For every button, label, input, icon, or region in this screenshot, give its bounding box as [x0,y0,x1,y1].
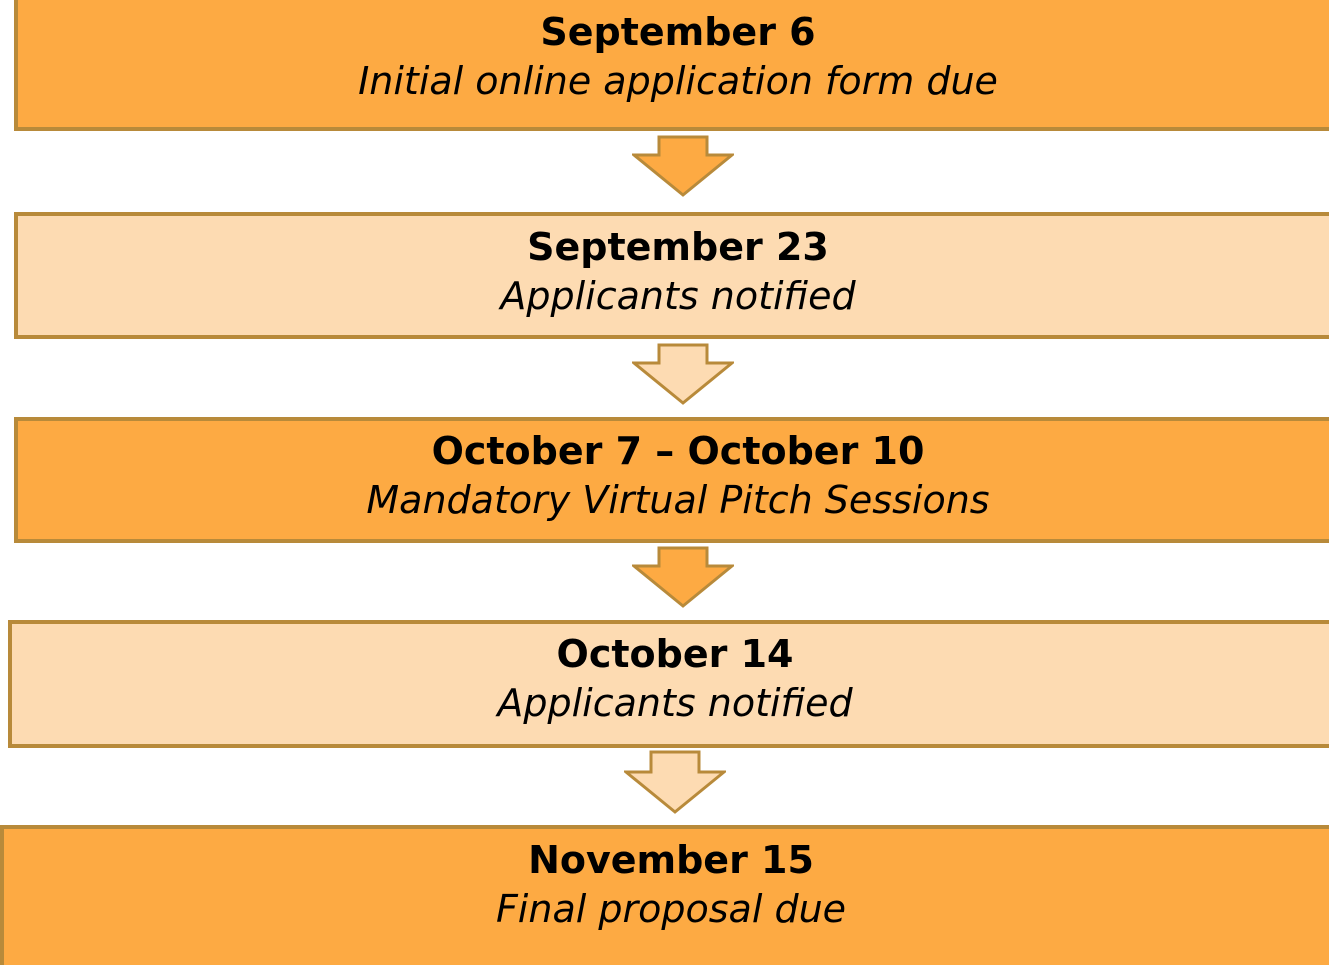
step-description-1: Initial online application form due [358,59,998,103]
step-box-3 [14,417,1329,543]
step-date-3: October 7 – October 10 [431,429,925,473]
step-box-4 [8,620,1329,748]
down-arrow-icon-4 [624,750,726,812]
step-date-1: September 6 [540,10,816,54]
step-box-5 [0,825,1329,965]
step-box-2 [14,212,1329,339]
down-arrow-icon-1 [632,135,734,197]
step-date-4: October 14 [556,632,794,676]
step-description-3: Mandatory Virtual Pitch Sessions [366,478,990,522]
step-date-2: September 23 [527,225,829,269]
step-box-1 [14,0,1329,131]
step-description-2: Applicants notified [500,274,856,318]
step-date-5: November 15 [528,838,814,882]
down-arrow-icon-2 [632,343,734,405]
step-description-5: Final proposal due [495,887,847,931]
down-arrow-icon-3 [632,546,734,608]
step-description-4: Applicants notified [497,681,853,725]
